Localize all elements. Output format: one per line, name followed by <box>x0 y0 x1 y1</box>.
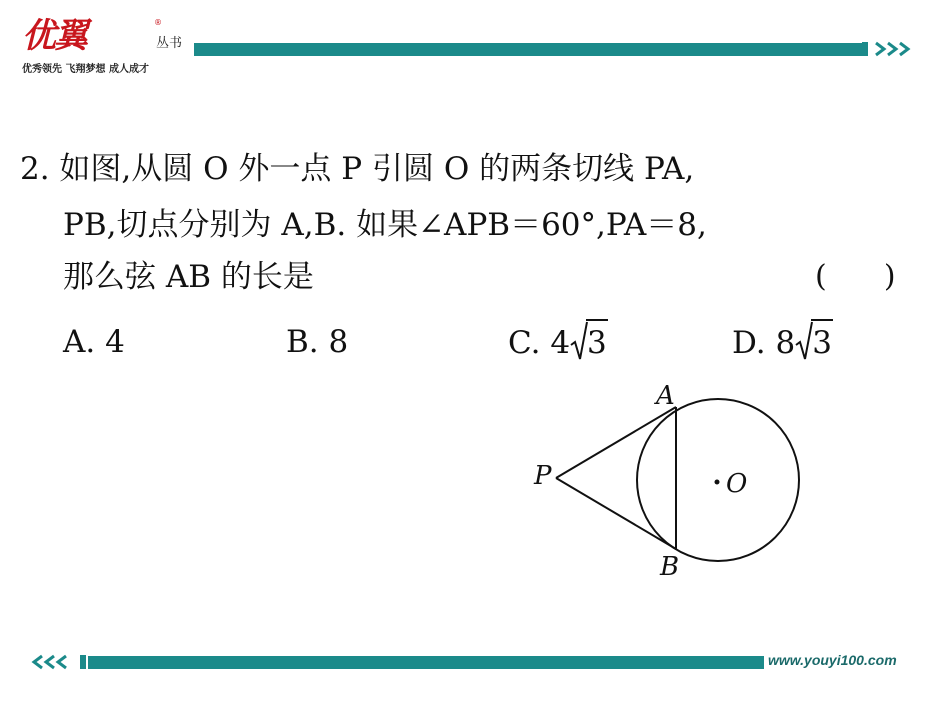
question-line-3: 那么弦 AB 的长是 <box>63 259 314 295</box>
radical-sign-icon <box>795 321 813 361</box>
option-c-radicand: 3 <box>586 319 608 365</box>
label-p: P <box>534 461 552 491</box>
option-d-radicand: 3 <box>811 319 833 365</box>
geometry-figure <box>520 380 820 590</box>
publisher-logo <box>22 16 197 76</box>
website-link[interactable]: www.youyi100.com <box>768 652 897 668</box>
series-text: 丛书 <box>156 36 183 51</box>
tangent-pa <box>556 407 676 478</box>
label-b: B <box>660 552 680 582</box>
answer-blank: ( ) <box>815 259 896 294</box>
option-a: A. 4 <box>63 324 125 360</box>
question-line-1: 2. 如图,从圆 O 外一点 P 引圆 O 的两条切线 PA, <box>20 151 695 187</box>
chevron-left-icon <box>30 653 88 671</box>
header-bar <box>194 43 862 56</box>
option-c <box>508 313 608 372</box>
logo-text: 优翼 <box>22 16 86 56</box>
label-a: A <box>656 381 675 411</box>
logo-slogan: 优秀领先 飞翔梦想 成人成才 <box>22 64 149 75</box>
option-c-prefix: C. 4 <box>508 325 571 361</box>
label-o: O <box>726 469 748 499</box>
tangent-pb <box>556 478 676 549</box>
sqrt-expression <box>570 313 608 372</box>
option-b: B. 8 <box>286 324 349 360</box>
option-d-prefix: D. 8 <box>732 325 796 361</box>
footer-bar <box>88 656 764 669</box>
registered-mark: ® <box>154 18 162 27</box>
radical-sign-icon <box>570 321 588 361</box>
sqrt-expression <box>795 313 833 372</box>
option-d <box>732 313 833 372</box>
center-point <box>715 480 720 485</box>
question-line-2: PB,切点分别为 A,B. 如果∠APB＝60°,PA＝8, <box>63 207 707 243</box>
chevron-right-icon <box>862 40 922 58</box>
